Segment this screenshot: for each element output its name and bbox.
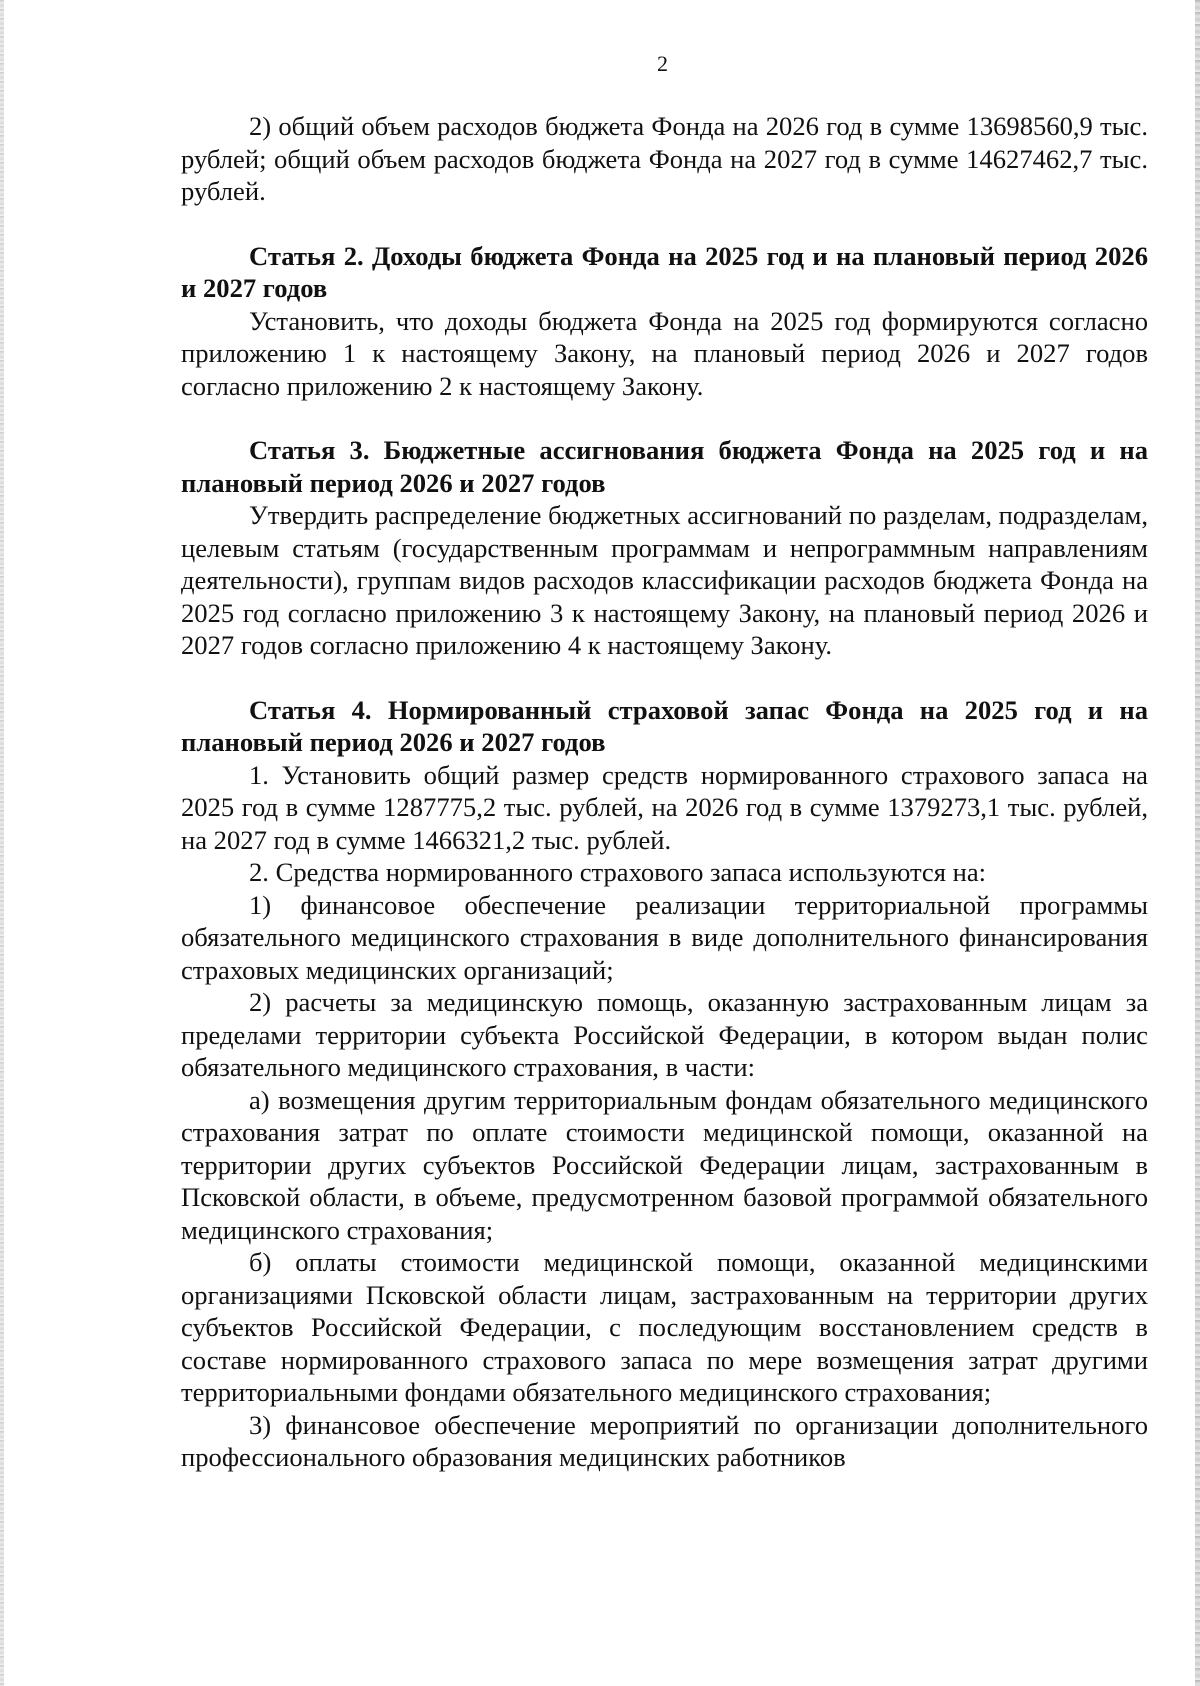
paragraph-article-4-item-1: 1. Установить общий размер средств нормированного страхового запаса на 2025 год в сумме 1287775,2 тыс. рублей, на 2026 год в сумме 1379273,1 тыс. рублей, на 2027 год в сумме 1466321,2 тыс. рублей. (181, 759, 1148, 855)
paragraph-article-2: Установить, что доходы бюджета Фонда на 2025 год формируются согласно приложению 1 к настоящему Закону, на плановый период 2026 и 2027 годов согласно приложению 2 к настоящему Закону. (181, 305, 1148, 401)
heading-article-2: Статья 2. Доходы бюджета Фонда на 2025 год и на плановый период 2026 и 2027 годов (181, 240, 1148, 303)
paragraph-article-3: Утвердить распределение бюджетных ассигнований по разделам, подразделам, целевым статьям (государственным программам и непрограммным направлениям деятельности), группам видов расходов классификации расходов бюджета Фонда на 2025 год согласно приложению 3 к настоящему Закону, на плановый период 2026 и 2027 годов согласно приложению 4 к настоящему Закону. (181, 500, 1148, 660)
paragraph-article-4-item-2-3: 3) финансовое обеспечение мероприятий по организации дополнительного профессионального образования медицинских работников (181, 1409, 1148, 1472)
paragraph-article-4-item-2-2: 2) расчеты за медицинскую помощь, оказанную застрахованным лицам за пределами территории субъекта Российской Федерации, в котором выдан полис обязательного медицинского страхования, в части: (181, 987, 1148, 1082)
paragraph-article-4-item-2-2-a: а) возмещения другим территориальным фондам обязательного медицинского страхования затрат по оплате стоимости медицинской помощи, оказанной на территории других субъектов Российской Федерации лицам, застрахованным в Псковской области, в объеме, предусмотренном базовой программой обязательного медицинского страхования; (181, 1084, 1148, 1245)
document-body (181, 110, 1148, 1474)
page-number: 2 (657, 51, 668, 76)
scan-edge-left (0, 0, 4, 1686)
paragraph-article-4-item-2-2-b: б) оплаты стоимости медицинской помощи, оказанной медицинскими организациями Псковской области лицам, застрахованным на территории других субъектов Российской Федерации, с последующим восстановлением средств в составе нормированного страхового запаса по мере возмещения затрат другими территориальными фондами обязательного медицинского страхования; (181, 1247, 1148, 1407)
paragraph-total-expenses: 2) общий объем расходов бюджета Фонда на 2026 год в сумме 13698560,9 тыс. рублей; общий объем расходов бюджета Фонда на 2027 год в сумме 14627462,7 тыс. рублей. (181, 111, 1148, 206)
heading-article-3: Статья 3. Бюджетные ассигнования бюджета Фонда на 2025 год и на плановый период 2026 и 2027 годов (181, 435, 1148, 498)
paragraph-article-4-item-2: 2. Средства нормированного страхового запаса используются на: (249, 857, 987, 887)
paragraph-article-4-item-2-1: 1) финансовое обеспечение реализации территориальной программы обязательного медицинского страхования в виде дополнительного финансирования страховых медицинских организаций; (181, 889, 1148, 985)
scan-edge-right (1195, 0, 1200, 1686)
heading-article-4: Статья 4. Нормированный страховой запас Фонда на 2025 год и на плановый период 2026 и 2027 годов (181, 694, 1148, 757)
